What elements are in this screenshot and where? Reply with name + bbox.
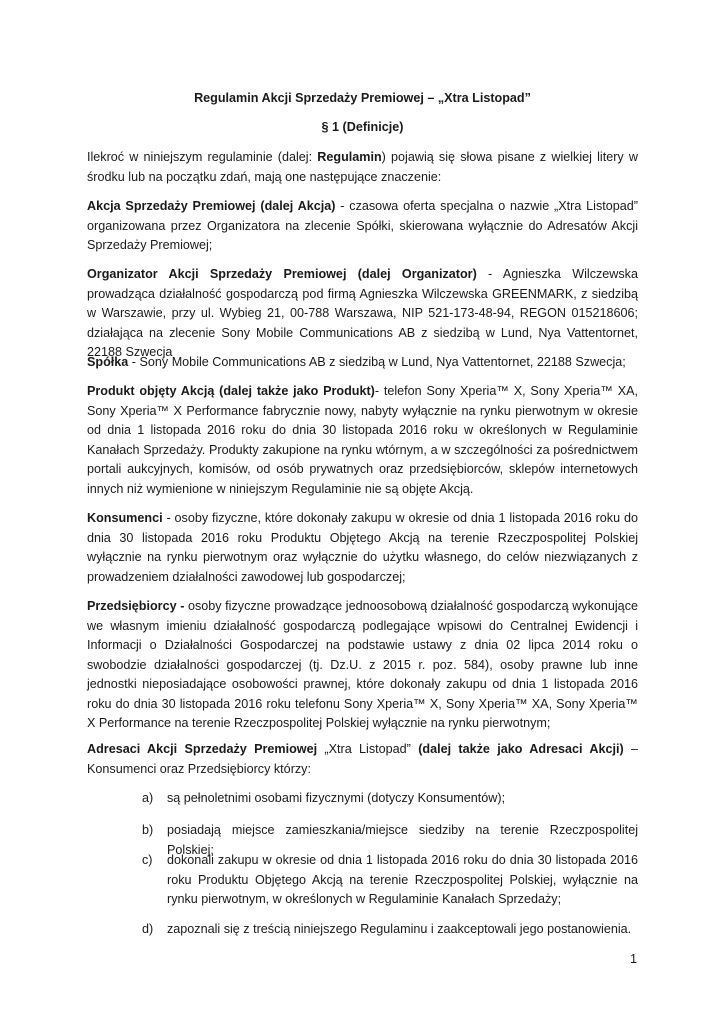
definition-text: - telefon Sony Xperia™ X, Sony Xperia™ XA, Sony Xperia™ X Performance fabrycznie nowy, nabyty wyłącznie na rynku pierwotnym w okresie od dnia 1 listopada 2016 roku do dnia 30 listopada 2016 roku w określonych w Regulaminie Kanałach Sprzedaży. Produkty zakupione na rynku wtórnym, a w szczególności za pośrednictwem portali aukcyjnych, komisów, od osób prywatnych oraz przedsiębiorców, sklepów internetowych innych niż wymienione w niniejszym Regulaminie nie są objęte Akcją. <box>87 384 638 496</box>
definition-spolka <box>87 353 638 373</box>
list-marker: c) <box>142 853 153 867</box>
definition-text: osoby fizyczne prowadzące jednoosobową działalność gospodarczą wykonujące we własnym imieniu działalność gospodarczą podlegające wpisowi do Centralnej Ewidencji i Informacji o Działalności Gospodarczej na podstawie ustawy z dnia 02 lipca 2014 roku o swobodzie działalności gospodarczej (tj. Dz.U. z 2015 r. poz. 584), osoby prawne lub inne jednostki nieposiadające osobowości prawnej, które dokonały zakupu od dnia 1 listopada 2016 roku do dnia 30 listopada 2016 roku telefonu Sony Xperia™ X, Sony Xperia™ XA, Sony Xperia™ X Performance na terenie Rzeczpospolitej Polskiej wyłącznie na rynku pierwotnym; <box>87 599 638 730</box>
document-title: Regulamin Akcji Sprzedaży Premiowej – „Xtra Listopad” <box>194 91 531 105</box>
definition-term: Spółka <box>87 355 129 369</box>
definition-term-2: (dalej także jako Adresaci Akcji) <box>418 742 624 756</box>
intro-text-2: ) pojawią się słowa pisane z wielkiej litery w środku lub na początku zdań, mają one następujące znaczenie: <box>87 150 638 184</box>
list-item-text: zapoznali się z treścią niniejszego Regulaminu i zaakceptowali jego postanowienia. <box>167 922 632 936</box>
list-marker: a) <box>142 791 154 805</box>
definition-text: - Agnieszka Wilczewska prowadząca działalność gospodarczą pod firmą Agnieszka Wilczewska GREENMARK, z siedzibą w Warszawie, przy ul. Wybieg 21, 00-788 Warszawa, NIP 521-173-48-94, REGON 015218606; działająca na zlecenie Sony Mobile Communications AB z siedzibą w Lund, Nya Vattentornet, 22188 Szwecja <box>87 267 638 359</box>
definition-text: „Xtra Listopad” <box>317 742 419 756</box>
intro-term: Regulamin <box>317 150 382 164</box>
definition-term: Konsumenci <box>87 511 163 525</box>
list-item-text: posiadają miejsce zamieszkania/miejsce siedziby na terenie Rzeczpospolitej Polskiej; <box>167 823 638 857</box>
definition-term: Produkt objęty Akcją (dalej także jako Produkt) <box>87 384 375 398</box>
definition-text-2: – Konsumenci oraz Przedsiębiorcy którzy: <box>87 742 638 776</box>
list-item-text: dokonali zakupu w okresie od dnia 1 listopada 2016 roku do dnia 30 listopada 2016 roku Produktu Objętego Akcją na terenie Rzeczpospolitej Polskiej, wyłącznie na rynku pierwotnym, w określonych w Regulaminie Kanałach Sprzedaży; <box>167 853 638 906</box>
list-marker: b) <box>142 823 154 837</box>
definition-text: - Sony Mobile Communications AB z siedzibą w Lund, Nya Vattentornet, 22188 Szwecja; <box>128 355 626 369</box>
intro-paragraph <box>87 148 638 187</box>
definition-adresaci <box>87 740 638 779</box>
definition-organizator <box>87 265 638 363</box>
definition-akcja <box>87 197 638 256</box>
definition-text: - osoby fizyczne, które dokonały zakupu w okresie od dnia 1 listopada 2016 roku do dnia 30 listopada 2016 roku Produktu Objętego Akcją na terenie Rzeczpospolitej Polskiej wyłącznie na rynku pierwotnym oraz wyłącznie do użytku własnego, do celów niezwiązanych z prowadzeniem działalności zawodowej lub gospodarczej; <box>87 511 638 584</box>
definition-term: Organizator Akcji Sprzedaży Premiowej (dalej Organizator) <box>87 267 477 281</box>
definition-przedsiebiorcy <box>87 597 638 734</box>
page-number: 1 <box>630 952 638 966</box>
definition-produkt <box>87 382 638 499</box>
list-item-text: są pełnoletnimi osobami fizycznymi (dotyczy Konsumentów); <box>167 791 506 805</box>
intro-text-1: Ilekroć w niniejszym regulaminie (dalej: <box>87 150 318 164</box>
definition-term: Przedsiębiorcy - <box>87 599 185 613</box>
list-marker: d) <box>142 922 154 936</box>
definition-konsumenci <box>87 509 638 587</box>
definition-term: Akcja Sprzedaży Premiowej (dalej Akcja) <box>87 199 336 213</box>
section-heading: § 1 (Definicje) <box>321 120 404 134</box>
definition-text: - czasowa oferta specjalna o nazwie „Xtra Listopad” organizowana przez Organizatora na zlecenie Spółki, skierowana wyłącznie do Adresatów Akcji Sprzedaży Premiowej; <box>87 199 638 252</box>
definition-term: Adresaci Akcji Sprzedaży Premiowej <box>87 742 318 756</box>
